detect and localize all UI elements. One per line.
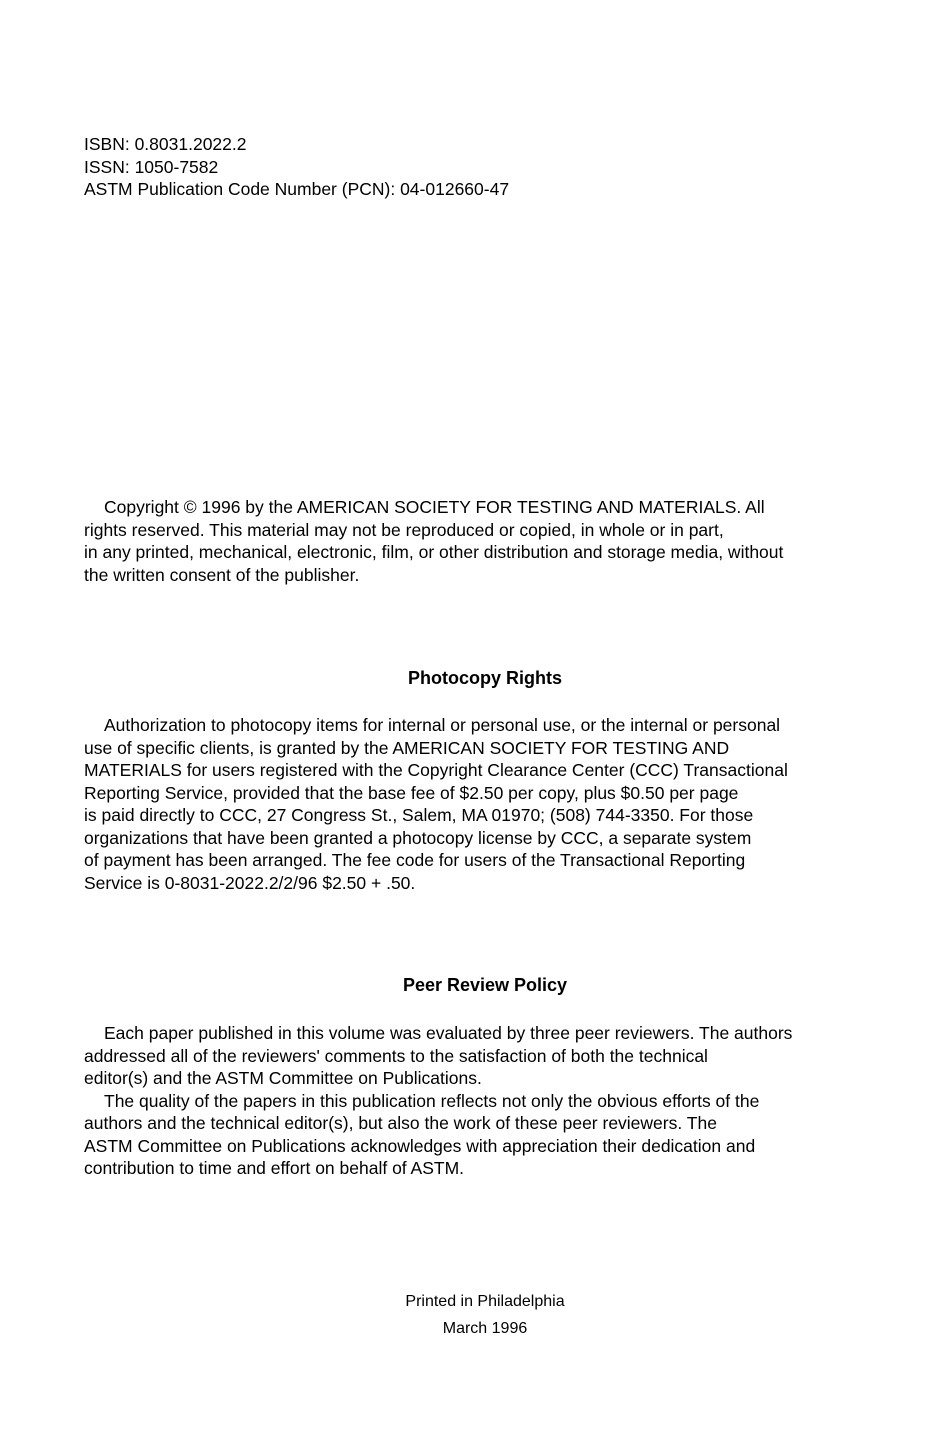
photocopy-line: Service is 0-8031-2022.2/2/96 $2.50 + .50. <box>84 872 416 893</box>
peer-review-line: Each paper published in this volume was evaluated by three peer reviewers. The authors <box>104 1023 793 1043</box>
peer-review-body <box>84 1022 874 1180</box>
printed-location: Printed in Philadelphia <box>405 1293 565 1310</box>
copyright-line: rights reserved. This material may not be reproduced or copied, in whole or in part, <box>84 519 724 540</box>
identifiers-block <box>84 133 874 201</box>
peer-review-heading: Peer Review Policy <box>402 975 568 995</box>
isbn-line: ISBN: 0.8031.2022.2 <box>84 134 247 154</box>
peer-review-line: ASTM Committee on Publications acknowledges with appreciation their dedication and <box>84 1135 756 1156</box>
copyright-line: the written consent of the publisher. <box>84 564 360 585</box>
copyright-notice <box>84 496 874 586</box>
photocopy-line: Authorization to photocopy items for internal or personal use, or the internal or personal <box>104 715 781 735</box>
photocopy-rights-body <box>84 714 874 894</box>
peer-review-line: The quality of the papers in this publication reflects not only the obvious efforts of the <box>104 1090 760 1111</box>
photocopy-line: Reporting Service, provided that the base fee of $2.50 per copy, plus $0.50 per page <box>84 782 739 803</box>
photocopy-line: use of specific clients, is granted by the AMERICAN SOCIETY FOR TESTING AND <box>84 737 730 758</box>
photocopy-line: MATERIALS for users registered with the Copyright Clearance Center (CCC) Transactional <box>84 760 788 780</box>
printed-date: March 1996 <box>442 1320 528 1337</box>
issn-line: ISSN: 1050-7582 <box>84 156 219 177</box>
photocopy-rights-heading: Photocopy Rights <box>408 668 562 688</box>
peer-review-line: addressed all of the reviewers' comments to the satisfaction of both the technical <box>84 1045 708 1066</box>
pcn-line: ASTM Publication Code Number (PCN): 04-012660-47 <box>84 179 510 199</box>
imprint-block <box>0 1288 950 1342</box>
peer-review-line: contribution to time and effort on behalf of ASTM. <box>84 1158 465 1178</box>
peer-review-line: editor(s) and the ASTM Committee on Publications. <box>84 1068 482 1088</box>
copyright-line: in any printed, mechanical, electronic, film, or other distribution and storage media, without <box>84 542 784 562</box>
photocopy-line: of payment has been arranged. The fee code for users of the Transactional Reporting <box>84 850 746 870</box>
photocopy-line: organizations that have been granted a photocopy license by CCC, a separate system <box>84 827 752 848</box>
photocopy-line: is paid directly to CCC, 27 Congress St., Salem, MA 01970; (508) 744-3350. For those <box>84 805 754 825</box>
copyright-line: Copyright © 1996 by the AMERICAN SOCIETY FOR TESTING AND MATERIALS. All <box>104 497 765 517</box>
peer-review-line: authors and the technical editor(s), but also the work of these peer reviewers. The <box>84 1113 717 1133</box>
